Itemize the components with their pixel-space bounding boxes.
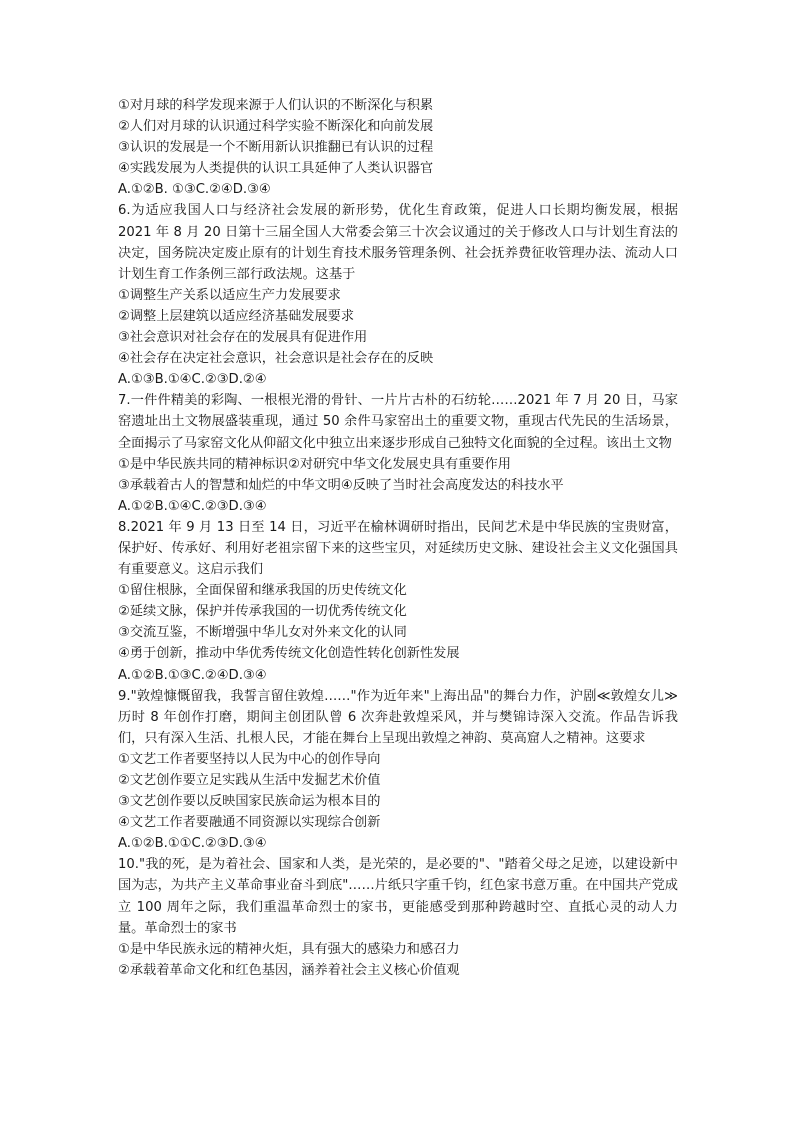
q5-option-1: ①对月球的科学发现来源于人们认识的不断深化与积累 (118, 98, 434, 113)
q8-option-3: ③交流互鉴，不断增强中华儿女对外来文化的认同 (118, 625, 407, 641)
q8-option-1: ①留住根脉，全面保留和继承我国的历史传统文化 (118, 583, 407, 599)
q10-option-1: ①是中华民族永远的精神火炬，具有强大的感染力和感召力 (118, 941, 460, 957)
q7-option-1: ①是中华民族共同的精神标识②对研究中华文化发展史具有重要作用 (118, 456, 511, 472)
q6-option-1: ①调整生产关系以适应生产力发展要求 (118, 287, 341, 303)
q5-option-2: ②人们对月球的认识通过科学实验不断深化和向前发展 (118, 119, 434, 135)
q9-answers: A.①②B.①①C.②③D.③④ (118, 836, 267, 852)
q9-option-3: ③文艺创作要以反映国家民族命运为根本目的 (118, 794, 381, 810)
q9-option-2: ②文艺创作要立足实践从生活中发掘艺术价值 (118, 773, 381, 788)
q5-option-3: ③认识的发展是一个不断用新认识推翻已有认识的过程 (118, 140, 434, 156)
q9-option-1: ①文艺工作者要坚持以人民为中心的创作导向 (118, 751, 381, 767)
q10-option-2: ②承载着革命文化和红色基因，涵养着社会主义核心价值观 (118, 962, 460, 978)
q9-option-4: ④文艺工作者要融通不同资源以实现综合创新 (118, 815, 381, 831)
q8-option-4: ④勇于创新，推动中华优秀传统文化创造性转化创新性发展 (118, 646, 460, 662)
q6-option-3: ③社会意识对社会存在的发展具有促进作用 (118, 330, 368, 346)
q6-option-2: ②调整上层建筑以适应经济基础发展要求 (118, 308, 355, 324)
q9-stem: 9."敦煌慷慨留我，我誓言留住敦煌……"作为近年来"上海出品"的舞台力作，沪剧≪敦煌女儿≫历时 8 年创作打磨，期间主创团队曾 6 次奔赴敦煌采风，并与樊锦诗深入交流。作品告诉我们，只有深入生活、扎根人民，才能在舞台上呈现出敦煌之神韵、莫高窟人之精神。这要求 (118, 688, 678, 746)
q7-option-2: ③承载着古人的智慧和灿烂的中华文明④反映了当时社会高度发达的科技水平 (118, 477, 564, 493)
q8-option-2: ②延续文脉，保护并传承我国的一切优秀传统文化 (118, 604, 407, 620)
q6-answers: A.①③B.①④C.②③D.②④ (118, 372, 267, 388)
q8-stem: 8.2021 年 9 月 13 日至 14 日，习近平在榆林调研时指出，民间艺术是中华民族的宝贵财富，保护好、传承好、利用好老祖宗留下来的这些宝贝，对延续历史文脉、建设社会主义文化强国具有重要意义。这启示我们 (118, 519, 678, 578)
q6-option-4: ④社会存在决定社会意识，社会意识是社会存在的反映 (118, 351, 434, 367)
q8-answers: A.①②B.①③C.②④D.③④ (118, 667, 267, 683)
q5-answers: A.①②B. ①③C.②④D.③④ (118, 182, 271, 198)
exam-page (118, 95, 678, 981)
q7-answers: A.①②B.①④C.②③D.③④ (118, 498, 267, 514)
q7-stem: 7.一件件精美的彩陶、一根根光滑的骨针、一片片古朴的石纺轮……2021 年 7 月 20 日，马家窑遗址出土文物展盛装重现，通过 50 余件马家窑出土的重要文物，重现古代先民的生活场景，全面揭示了马家窑文化从仰韶文化中独立出来逐步形成自己独特文化面貌的全过程。该出土文物 (118, 393, 678, 451)
q10-stem: 10."我的死，是为着社会、国家和人类，是光荣的，是必要的"、"踏着父母之足迹，以建设新中国为志，为共产主义革命事业奋斗到底"……片纸只字重千钧，红色家书意万重。在中国共产党成立 100 周年之际，我们重温革命烈士的家书，更能感受到那种跨越时空、直抵心灵的动人力量。革命烈士的家书 (118, 857, 678, 936)
q5-option-4: ④实践发展为人类提供的认识工具延伸了人类认识器官 (118, 161, 434, 177)
q6-stem: 6.为适应我国人口与经济社会发展的新形势，优化生育政策，促进人口长期均衡发展，根据2021 年 8 月 20 日第十三届全国人大常委会第三十次会议通过的关于修改人口与计划生育法的决定，国务院决定废止原有的计划生育技术服务管理条例、社会抚养费征收管理办法、流动人口计划生育工作条例三部行政法规。这基于 (118, 203, 678, 282)
